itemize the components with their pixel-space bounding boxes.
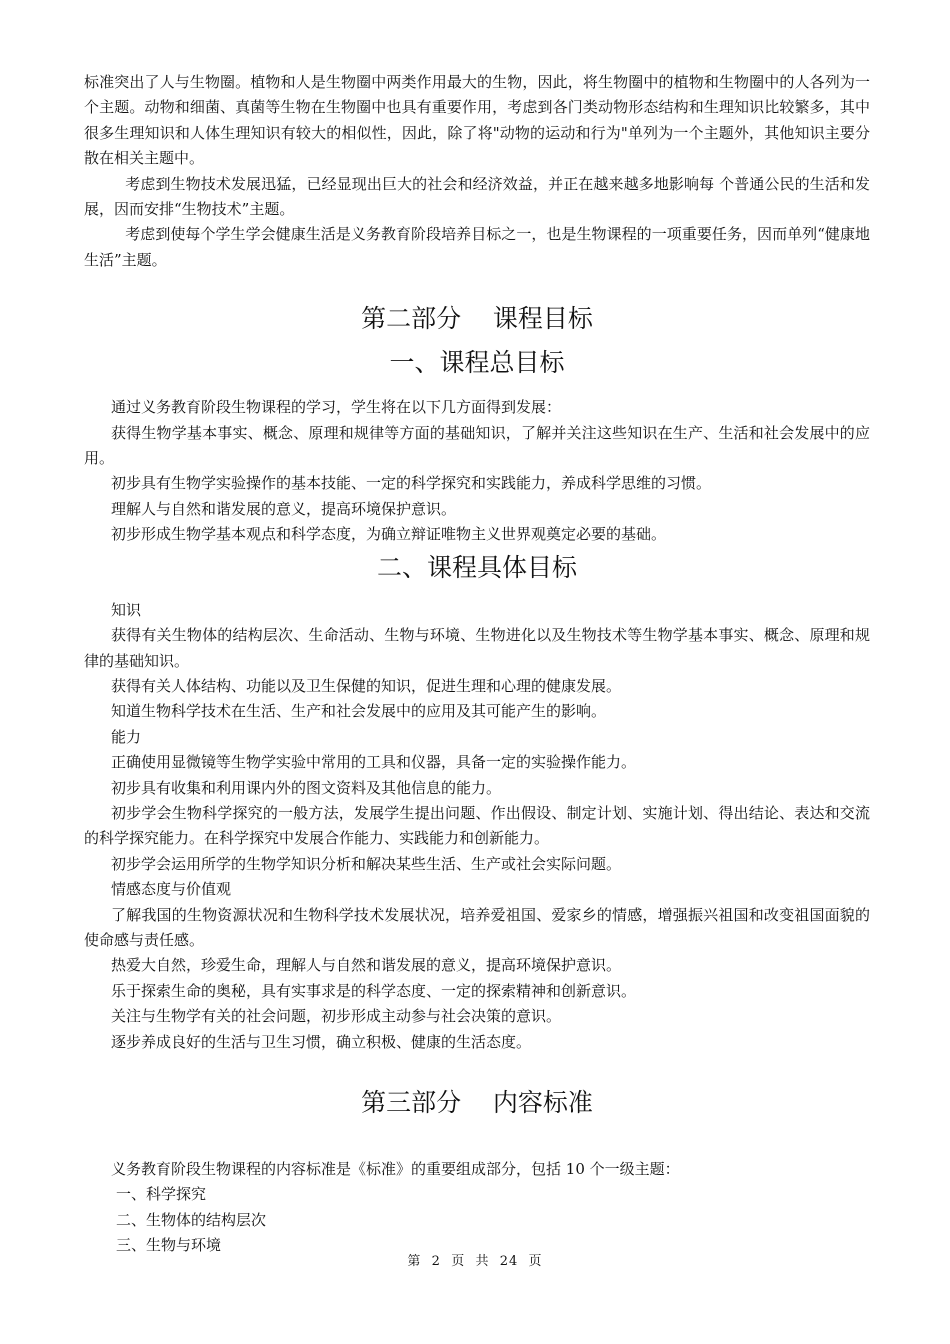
goal-paragraph: 理解人与自然和谐发展的意义，提高环境保护意识。 — [111, 499, 457, 518]
objective-paragraph: 获得有关生物体的结构层次、生命活动、生物与环境、生物进化以及生物技术等生物学基本事实、概念、原理和规律的基础知识。 — [84, 626, 870, 670]
topic-item: 一、科学探究 — [116, 1185, 207, 1204]
objective-paragraph: 逐步养成良好的生活与卫生习惯，确立积极、健康的生活态度。 — [111, 1032, 532, 1051]
content-standard-intro: 义务教育阶段生物课程的内容标准是《标准》的重要组成部分，包括 10 个一级主题： — [111, 1160, 680, 1178]
objective-paragraph: 正确使用显微镜等生物学实验中常用的工具和仪器，具备一定的实验操作能力。 — [111, 753, 637, 772]
topic-item: 三、生物与环境 — [116, 1236, 222, 1255]
part2-title: 第二部分 课程目标 — [361, 304, 593, 334]
goal-paragraph: 初步形成生物学基本观点和科学态度，为确立辩证唯物主义世界观奠定必要的基础。 — [111, 525, 667, 544]
page-footer: 第 2 页 共 24 页 — [407, 1254, 543, 1269]
intro-paragraph-3: 考虑到使每个学生学会健康生活是义务教育阶段培养目标之一，也是生物课程的一项重要任务，因而单列“健康地生活”主题。 — [84, 225, 870, 269]
objective-paragraph: 初步学会生物科学探究的一般方法，发展学生提出问题、作出假设、制定计划、实施计划、得出结论、表达和交流的科学探究能力。在科学探究中发展合作能力、实践能力和创新能力。 — [84, 803, 870, 848]
subheading-knowledge: 知识 — [111, 600, 142, 619]
objective-paragraph: 知道生物科学技术在生活、生产和社会发展中的应用及其可能产生的影响。 — [111, 702, 607, 721]
page-content — [84, 70, 870, 1259]
subheading-ability: 能力 — [111, 727, 142, 746]
objective-paragraph: 了解我国的生物资源状况和生物科学技术发展状况，培养爱祖国、爱家乡的情感，增强振兴祖国和改变祖国面貌的使命感与责任感。 — [84, 905, 870, 949]
intro-paragraph-1: 标准突出了人与生物圈。植物和人是生物圈中两类作用最大的生物，因此，将生物圈中的植物和生物圈中的人各列为一个主题。动物和细菌、真菌等生物在生物圈中也具有重要作用，考虑到各门类动物形态结构和生理知识比较繁多，其中很多生理知识和人体生理知识有较大的相似性，因此，除了将"动物的运动和行为"单列为一个主题外，其他知识主要分散在相关主题中。 — [84, 73, 870, 168]
goal-paragraph: 通过义务教育阶段生物课程的学习，学生将在以下几方面得到发展： — [111, 398, 562, 417]
section1-title: 一、课程总目标 — [389, 348, 565, 378]
goal-paragraph: 初步具有生物学实验操作的基本技能、一定的科学探究和实践能力，养成科学思维的习惯。 — [111, 474, 712, 493]
objective-paragraph: 关注与生物学有关的社会问题，初步形成主动参与社会决策的意识。 — [111, 1007, 562, 1026]
subheading-attitude: 情感态度与价值观 — [111, 880, 232, 899]
objective-paragraph: 初步具有收集和利用课内外的图文资料及其他信息的能力。 — [111, 778, 502, 797]
part3-title: 第三部分 内容标准 — [361, 1088, 593, 1117]
topic-item: 二、生物体的结构层次 — [116, 1210, 267, 1229]
objective-paragraph: 初步学会运用所学的生物学知识分析和解决某些生活、生产或社会实际问题。 — [111, 854, 622, 873]
section2-title: 二、课程具体目标 — [376, 552, 577, 582]
objective-paragraph: 乐于探索生命的奥秘，具有实事求是的科学态度、一定的探索精神和创新意识。 — [111, 981, 637, 1000]
objective-paragraph: 热爱大自然，珍爱生命，理解人与自然和谐发展的意义，提高环境保护意识。 — [111, 956, 622, 975]
goal-paragraph: 获得生物学基本事实、概念、原理和规律等方面的基础知识，了解并关注这些知识在生产、生活和社会发展中的应用。 — [84, 423, 870, 468]
objective-paragraph: 获得有关人体结构、功能以及卫生保健的知识，促进生理和心理的健康发展。 — [111, 676, 622, 695]
intro-paragraph-2: 考虑到生物技术发展迅猛，已经显现出巨大的社会和经济效益，并正在越来越多地影响每 个普通公民的生活和发展，因而安排“生物技术”主题。 — [84, 174, 870, 219]
